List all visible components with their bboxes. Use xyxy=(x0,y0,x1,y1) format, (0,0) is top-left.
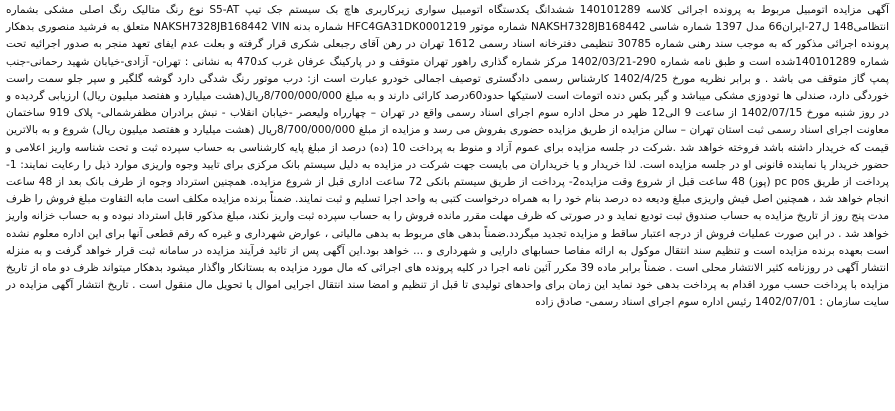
notice-text: آگهی مزایده اتومبیل مربوط به پرونده اجرائی کلاسه 140101289 ششدانگ یکدستگاه اتومبیل سواری زیرکاربری هاچ بک سیستم جک تیپ S5-AT نوع رنگ متالیک رنگ اصلی مشکی بشماره انتظامی148 ل27-ایران66 مدل 1397 شماره شاسی NAKSH7328JB168442 شماره موتور HFC4GA31DK0001219 شماره بدنه NAKSH7328JB168442 VIN متعلق به فرشید منصوری بدهکار پرونده اجرائی مذکور که به موجب سند رهنی شماره 30785 تنظیمی دفترخانه اسناد رسمی 1612 تهران در رهن آقای رجبعلی شکری قرار گرفته و بعلت عدم ایفای تعهد منجر به صدور اجرائیه تحت شماره 140101289شده است و طبق نامه شماره 290-1402/03/21 مرکز شماره گذاری راهور تهران متوقف و در پارکینگ عرفان غرب کد470 به نشانی : تهران- آزادی-خیابان شهید رحمانی-جنب پمپ گاز متوقف می باشد . و برابر نظریه مورخ 1402/4/25 کارشناس رسمی دادگستری توصیف اجمالی خودرو عبارت است از: درب موتور رنگ شدگی دارد گوشه گلگیر و سپر جلو سمت راست خوردگی دارد، صندلی ها تودوزی مشکی میباشد و گیر بکس دنده اتومات است لاستیکها حدود60درصد کارائی دارند و به مبلغ 8/700/000/000ریال(هشت میلیارد و هفتصد میلیون ریال) ارزیابی گردیده و در روز شنبه مورخ 1402/07/15 از ساعت 9 الی12 ظهر در محل اداره سوم اجرای اسناد رسمی واقع در تهران – چهارراه ولیعصر -خیابان انقلاب - نبش برادران مظفرشمالی- پلاک 919 ساختمان معاونت اجرای اسناد رسمی ثبت استان تهران – سالن مزایده از طریق مزایده حضوری بفروش می رسد و مزایده از مبلغ 8/700/000/000ریال (هشت میلیارد و هفتصد میلیون ریال) شروع و به بالاترین قیمت که خریدار داشته باشد فروخته خواهد شد .شرکت در جلسه مزایده برای عموم آزاد و منوط به پرداخت 10 (ده) درصد از مبلغ پایه کارشناسی به حساب سپرده ثبت و تحت شناسه واریز اعلامی و حضور خریدار یا نماینده قانونی او در جلسه مزایده است. لذا خریدار و یا خریداران می بایست جهت شرکت در مزایده به دلیل سیستم بانک مرکزی برای تایید وجوه واریزی موارد ذیل را رعایت نمایند: 1- پرداخت از طریق pc pos (پوز) 48 ساعت قبل از شروع وقت مزایده2- پرداخت از طریق سیستم بانکی 72 ساعت اداری قبل از شروع مزایده. همچنین استرداد وجوه از طرف بانک بعد از 48 ساعت انجام خواهد شد ، همچنین اصل فیش واریزی مبلغ ودیعه ده درصد بنام خود را به همراه درخواست کتبی به واحد اجرا تسلیم و ثبت نمایند. ضمناً برنده مزایده مکلف است مابه التفاوت مبلغ فروش را ظرف مدت پنج روز از تاریخ مزایده به حساب صندوق ثبت تودیع نماید و در صورتی که ظرف مهلت مقرر مانده فروش را به حساب سپرده ثبت واریز نکند، مبلغ مذکور قابل استرداد نبوده و به حساب خزانه واریز خواهد شد . در این صورت عملیات فروش از درجه اعتبار ساقط و مزایده تجدید میگردد.ضمناً بدهی های مربوط به بدهی مالیاتی ، عوارض شهرداری و غیره که رقم قطعی آنها برای این اداره معلوم نشده است بعهده برنده مزایده است و تنظیم سند انتقال موکول به ارائه مفاصا حسابهای دارایی و شهرداری و ... خواهد بود.این آگهی پس از تائید فرآیند مزایده در سامانه ثبت قرار خواهد گرفت و به منزله انتشار آگهی در روزنامه کثیر الانتشار محلی است . ضمناً برابر ماده 39 مکرر آئین نامه اجرا در کلیه پرونده های اجرائی که مال مورد مزایده به بستانکار واگذار میشود بدهکار میتواند ظرف دو ماه از تاریخ مزایده با پرداخت حسب مورد اقدام به پرداخت بدهی خود نماید این زمان برای واحدهای تولیدی تا قبل از تنظیم و امضا سند انتقال اجرایی اموال یا تحویل مال منقول است . تاریخ انتشار آگهی مزایده در سایت سازمان : 1402/07/01 رئیس اداره سوم اجرای اسناد رسمی- صادق زاده xyxy=(6,4,890,309)
